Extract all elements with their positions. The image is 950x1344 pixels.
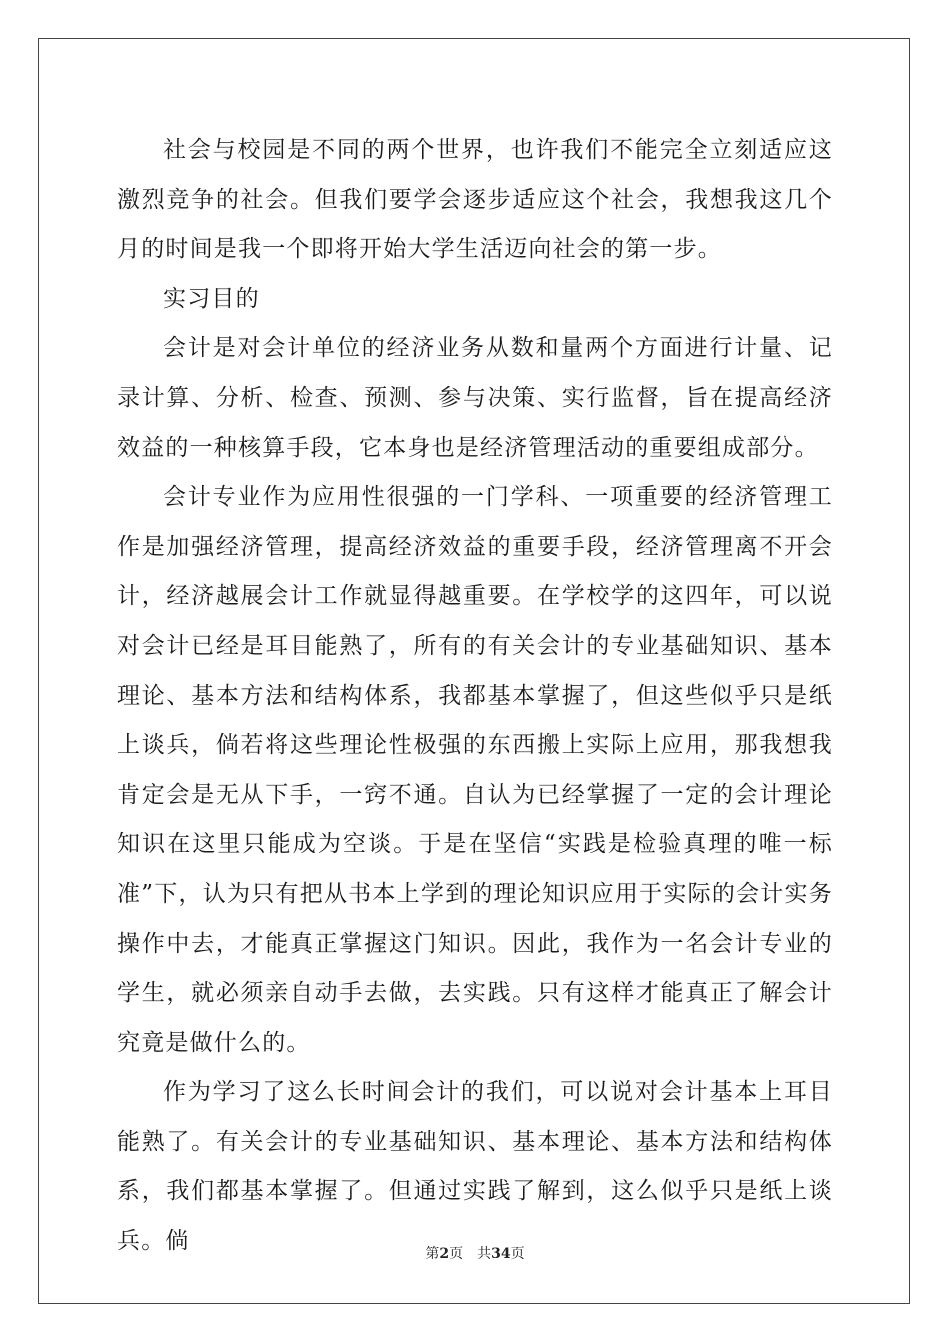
total-prefix: 共 <box>477 1246 492 1262</box>
page-footer <box>0 1243 950 1263</box>
total-pages: 34 <box>491 1246 511 1262</box>
page-number: 2 <box>439 1246 450 1262</box>
document-body <box>117 126 833 1267</box>
paragraph-practice: 作为学习了这么长时间会计的我们，可以说对会计基本上耳目能熟了。有关会计的专业基础知识、基本理论、基本方法和结构体系，我们都基本掌握了。但通过实践了解到，这么似乎只是纸上谈兵。倘 <box>117 1079 833 1255</box>
paragraph-accounting-definition: 会计是对会计单位的经济业务从数和量两个方面进行计量、记录计算、分析、检查、预测、参与决策、实行监督，旨在提高经济效益的一种核算手段，它本身也是经济管理活动的重要组成部分。 <box>117 335 833 461</box>
page-prefix: 第 <box>425 1246 440 1262</box>
paragraph-accounting-major: 会计专业作为应用性很强的一门学科、一项重要的经济管理工作是加强经济管理，提高经济效益的重要手段，经济管理离不开会计，经济越展会计工作就显得越重要。在学校学的这四年，可以说对会计已经是耳目能熟了，所有的有关会计的专业基础知识、基本理论、基本方法和结构体系，我都基本掌握了，但这些似乎只是纸上谈兵，倘若将这些理论性极强的东西搬上实际上应用，那我想我肯定会是无从下手，一窍不通。自认为已经掌握了一定的会计理论知识在这里只能成为空谈。于是在坚信“实践是检验真理的唯一标准”下，认为只有把从书本上学到的理论知识应用于实际的会计实务操作中去，才能真正掌握这门知识。因此，我作为一名会计专业的学生，就必须亲自动手去做，去实践。只有这样才能真正了解会计究竟是做什么的。 <box>117 484 833 1056</box>
page-suffix: 页 <box>449 1246 464 1262</box>
section-heading-internship-purpose: 实习目的 <box>163 285 260 312</box>
total-suffix: 页 <box>510 1246 525 1262</box>
paragraph-intro: 社会与校园是不同的两个世界，也许我们不能完全立刻适应这激烈竞争的社会。但我们要学会逐步适应这个社会，我想我这几个月的时间是我一个即将开始大学生活迈向社会的第一步。 <box>117 137 833 263</box>
